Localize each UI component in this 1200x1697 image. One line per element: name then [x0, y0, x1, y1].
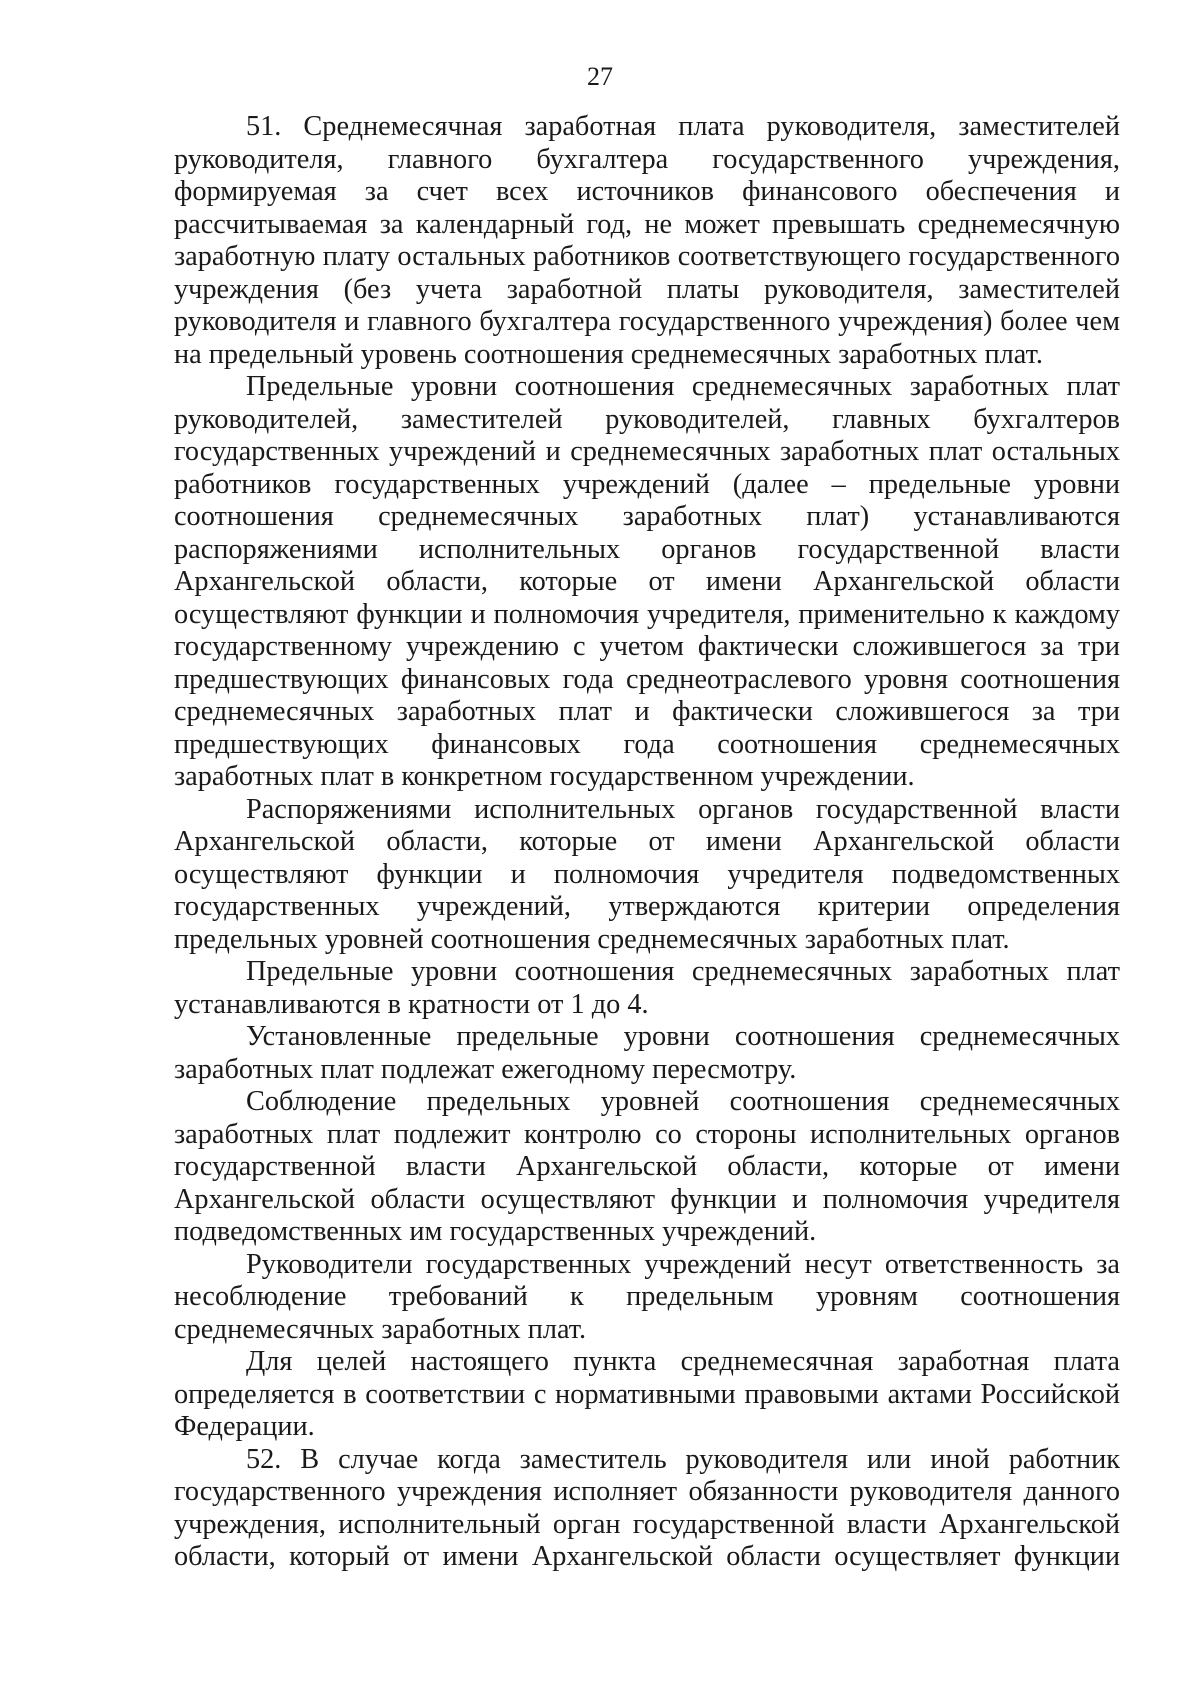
document-body [174, 111, 1120, 1574]
paragraph: Для целей настоящего пункта среднемесячная заработная плата определяется в соответствии с нормативными правовыми актами Российской Федерации. [174, 1346, 1120, 1442]
paragraph: Предельные уровни соотношения среднемесячных заработных плат устанавливаются в кратности от 1 до 4. [174, 956, 1120, 1020]
paragraph-52: 52. В случае когда заместитель руководителя или иной работник государственного учреждения исполняет обязанности руководителя данного учреждения, исполнительный орган государственной власти Архангельской области, который от имени Архангельской области осуществляет функции [174, 1443, 1120, 1572]
paragraph-51: 51. Среднемесячная заработная плата руководителя, заместителей руководителя, главного бухгалтера государственного учреждения, формируемая за счет всех источников финансового обеспечения и рассчитываемая за календарный год, не может превышать среднемесячную заработную плату остальных работников соответствующего государственного учреждения (без учета заработной платы руководителя, заместителей руководителя и главного бухгалтера государственного учреждения) более чем на предельный уровень соотношения среднемесячных заработных плат. [174, 111, 1120, 370]
paragraph: Предельные уровни соотношения среднемесячных заработных плат руководителей, заместителей руководителей, главных бухгалтеров государственных учреждений и среднемесячных заработных плат остальных работников государственных учреждений (далее – предельные уровни соотношения среднемесячных заработных плат) устанавливаются распоряжениями исполнительных органов государственной власти Архангельской области, которые от имени Архангельской области осуществляют функции и полномочия учредителя, применительно к каждому государственному учреждению с учетом фактически сложившегося за три предшествующих финансовых года среднеотраслевого уровня соотношения среднемесячных заработных плат и фактически сложившегося за три предшествующих финансовых года соотношения среднемесячных заработных плат в конкретном государственном учреждении. [174, 371, 1120, 792]
page-number: 27 [587, 62, 613, 91]
paragraph: Соблюдение предельных уровней соотношения среднемесячных заработных плат подлежит контролю со стороны исполнительных органов государственной власти Архангельской области, которые от имени Архангельской области осуществляют функции и полномочия учредителя подведомственных им государственных учреждений. [174, 1086, 1120, 1247]
paragraph: Руководители государственных учреждений несут ответственность за несоблюдение требований к предельным уровням соотношения среднемесячных заработных плат. [174, 1248, 1120, 1345]
paragraph: Установленные предельные уровни соотношения среднемесячных заработных плат подлежат ежегодному пересмотру. [174, 1021, 1120, 1085]
paragraph: Распоряжениями исполнительных органов государственной власти Архангельской области, которые от имени Архангельской области осуществляют функции и полномочия учредителя подведомственных государственных учреждений, утверждаются критерии определения предельных уровней соотношения среднемесячных заработных плат. [174, 793, 1120, 955]
